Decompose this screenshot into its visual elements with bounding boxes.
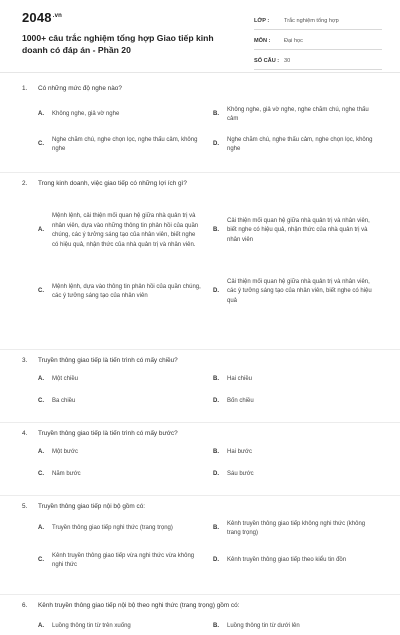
answer-option-b[interactable] — [213, 104, 378, 126]
option-grid — [22, 104, 378, 156]
answer-option-c[interactable] — [38, 469, 203, 481]
option-text: Kênh truyền thông giao tiếp không nghi thức (không trang trọng) — [227, 520, 366, 536]
option-text: Hai chiều — [227, 376, 253, 383]
logo-text: 2048 — [22, 10, 52, 25]
option-grid — [22, 518, 378, 572]
meta-label: LỚP : — [254, 17, 270, 24]
meta-value: 30 — [284, 57, 291, 64]
option-text: Kênh truyền thông giao tiếp theo kiểu tin đồn — [227, 557, 347, 564]
option-letter: A. — [38, 111, 44, 118]
question-item — [0, 173, 400, 350]
answer-option-a[interactable] — [38, 518, 203, 540]
option-text: Ba chiều — [52, 398, 76, 405]
answer-option-b[interactable] — [213, 621, 378, 633]
question-text — [22, 496, 378, 512]
option-grid — [22, 621, 378, 633]
question-prompt: Trong kinh doanh, việc giao tiếp có những lợi ích gì? — [38, 180, 187, 187]
option-letter: D. — [213, 398, 219, 405]
question-prompt: Kênh truyền thông giao tiếp nội bộ theo nghi thức (trang trọng) gồm có: — [38, 602, 240, 609]
question-prompt: Truyền thông giao tiếp là tiến trình có mấy bước? — [38, 430, 178, 437]
answer-option-b[interactable] — [213, 447, 378, 459]
question-item — [0, 423, 400, 496]
answer-option-b[interactable] — [213, 374, 378, 386]
question-item — [0, 496, 400, 595]
question-text — [22, 78, 378, 94]
answer-option-c[interactable] — [38, 134, 203, 156]
option-grid — [22, 374, 378, 408]
option-letter: B. — [213, 449, 219, 456]
option-text: Luồng thông tin từ trên xuống — [52, 623, 131, 630]
question-prompt: Có những mức độ nghe nào? — [38, 85, 122, 92]
option-letter: A. — [38, 623, 44, 630]
option-letter: D. — [213, 557, 219, 564]
meta-label: SỐ CÂU : — [254, 57, 280, 64]
answer-option-b[interactable] — [213, 518, 378, 540]
option-text: Mệnh lệnh, cải thiện mối quan hệ giữa nhà quản trị và nhân viên, dựa vào những thông tin phản hồi của quần chúng, các ý tưởng sáng tạo của nhân viên, biết nghe có hiệu quả, nhận thức của nhà quản trị và nhân viên. — [52, 213, 199, 248]
logo-suffix: .vn — [52, 12, 63, 19]
option-text: Nghe chăm chú, nghe thấu cảm, nghe chọn lọc, không nghe — [227, 136, 373, 152]
option-letter: C. — [38, 471, 44, 478]
answer-option-c[interactable] — [38, 275, 203, 309]
option-letter: B. — [213, 111, 219, 118]
option-text: Không nghe, giả vờ nghe — [52, 111, 120, 118]
answer-option-c[interactable] — [38, 550, 203, 572]
option-text: Năm bước — [52, 471, 81, 478]
question-list — [0, 78, 400, 635]
option-text: Một chiều — [52, 376, 79, 383]
option-text: Cải thiện mối quan hệ giữa nhà quản trị và nhân viên, biết nghe có hiệu quả, nhận thức của nhà quản trị và nhân viên — [227, 217, 370, 243]
answer-option-b[interactable] — [213, 195, 378, 267]
site-logo[interactable] — [22, 10, 62, 25]
answer-option-a[interactable] — [38, 621, 203, 633]
meta-row-subject — [254, 32, 382, 50]
option-text: Luồng thông tin từ dưới lên — [227, 623, 300, 630]
question-text — [22, 423, 378, 439]
question-item — [0, 350, 400, 423]
answer-option-d[interactable] — [213, 275, 378, 309]
meta-row-class — [254, 12, 382, 30]
option-text: Kênh truyền thông giao tiếp vừa nghi thức vừa không nghi thức — [52, 552, 195, 568]
question-text — [22, 350, 378, 366]
document-title: 1000+ câu trắc nghiệm tổng hợp Giao tiếp kinh doanh có đáp án - Phần 20 — [22, 33, 214, 55]
question-item — [0, 595, 400, 635]
question-prompt: Truyền thông giao tiếp nội bộ gồm có: — [38, 503, 146, 510]
option-letter: C. — [38, 557, 44, 564]
option-text: Cải thiện mối quan hệ giữa nhà quản trị và nhân viên, các ý tưởng sáng tạo của nhân viên, biết nghe có hiệu quả — [227, 278, 372, 304]
option-letter: D. — [213, 141, 219, 148]
answer-option-c[interactable] — [38, 396, 203, 408]
option-letter: B. — [213, 525, 219, 532]
option-text: Một bước — [52, 449, 78, 456]
question-number: 4. — [22, 430, 28, 437]
question-prompt: Truyền thông giao tiếp là tiến trình có mấy chiều? — [38, 357, 178, 364]
option-letter: A. — [38, 376, 44, 383]
option-letter: D. — [213, 471, 219, 478]
meta-value: Đại học — [284, 37, 303, 44]
answer-option-d[interactable] — [213, 550, 378, 572]
document-meta — [254, 12, 382, 72]
option-letter: C. — [38, 141, 44, 148]
option-letter: B. — [213, 227, 219, 234]
option-text: Bốn chiều — [227, 398, 254, 405]
option-text: Sáu bước — [227, 471, 254, 478]
option-letter: A. — [38, 227, 44, 234]
option-letter: C. — [38, 288, 44, 295]
question-number: 6. — [22, 602, 28, 609]
question-text — [22, 173, 378, 189]
page-header — [0, 0, 400, 73]
meta-row-count — [254, 52, 382, 70]
option-letter: B. — [213, 623, 219, 630]
answer-option-d[interactable] — [213, 469, 378, 481]
question-number: 3. — [22, 357, 28, 364]
meta-label: MÔN : — [254, 37, 271, 44]
option-grid — [22, 447, 378, 481]
question-number: 1. — [22, 85, 28, 92]
question-text — [22, 595, 378, 611]
option-text: Hai bước — [227, 449, 252, 456]
question-number: 2. — [22, 180, 28, 187]
option-grid — [22, 195, 378, 309]
answer-option-d[interactable] — [213, 134, 378, 156]
option-text: Mệnh lệnh, dựa vào thông tin phản hồi của quần chúng, các ý tưởng sáng tạo của nhân viên — [52, 283, 201, 299]
option-letter: C. — [38, 398, 44, 405]
option-text: Nghe chăm chú, nghe chọn lọc, nghe thấu cảm, không nghe — [52, 136, 198, 152]
option-text: Không nghe, giả vờ nghe, nghe chăm chú, nghe thấu cảm — [227, 106, 369, 122]
question-number: 5. — [22, 503, 28, 510]
answer-option-a[interactable] — [38, 104, 203, 126]
option-letter: A. — [38, 449, 44, 456]
option-letter: A. — [38, 525, 44, 532]
answer-option-a[interactable] — [38, 374, 203, 386]
answer-option-a[interactable] — [38, 195, 203, 267]
option-letter: D. — [213, 288, 219, 295]
meta-value: Trắc nghiệm tổng hợp — [284, 17, 339, 24]
question-item — [0, 78, 400, 173]
answer-option-a[interactable] — [38, 447, 203, 459]
option-text: Truyền thông giao tiếp nghi thức (trang trọng) — [52, 525, 173, 532]
option-letter: B. — [213, 376, 219, 383]
answer-option-d[interactable] — [213, 396, 378, 408]
